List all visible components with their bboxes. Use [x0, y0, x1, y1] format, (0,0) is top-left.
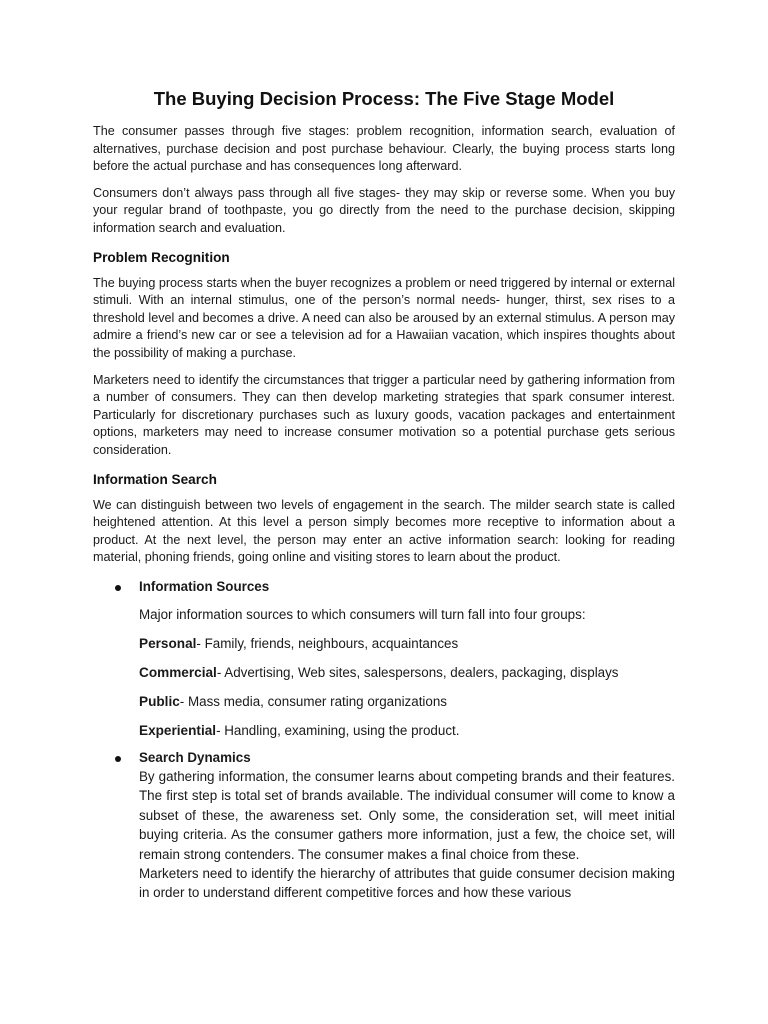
intro-paragraph-1: The consumer passes through five stages: problem recognition, information search, evaluation of alternatives, purchase decision and post purchase behaviour. Clearly, the buying process starts long before the actual purchase and has consequences long afterward. [93, 124, 675, 174]
source-item [139, 721, 675, 740]
intro-paragraph-2: Consumers don’t always pass through all five stages- they may skip or reverse some. When you buy your regular brand of toothpaste, you go directly from the need to the purchase decision, skipping information search and evaluation. [93, 185, 675, 235]
information-sources-title: Information Sources [139, 578, 270, 594]
bullet-search-dynamics [93, 750, 675, 903]
source-item [139, 663, 675, 682]
source-term: Commercial [139, 664, 217, 680]
source-term: Public [139, 693, 180, 709]
bullet-dot-icon [115, 585, 121, 591]
search-dynamics-title: Search Dynamics [139, 749, 251, 765]
information-search-heading: Information Search [93, 471, 217, 487]
problem-recognition-paragraph-2: Marketers need to identify the circumstances that trigger a particular need by gathering information from a number of consumers. They can then develop marketing strategies that spark consumer interest. Particularly for discretionary purchases such as luxury goods, vacation packages and entertainment options, marketers may need to increase consumer motivation so a potential purchase gets serious consideration. [93, 372, 675, 457]
information-sources-intro: Major information sources to which consumers will turn fall into four groups: [139, 606, 586, 622]
bullet-list [93, 579, 675, 903]
information-search-paragraph: We can distinguish between two levels of engagement in the search. The milder search state is called heightened attention. At this level a person simply becomes more receptive to information about a product. At the next level, the person may enter an active information search: looking for reading material, phoning friends, going online and visiting stores to learn about the product. [93, 497, 675, 565]
search-dynamics-paragraph-2: Marketers need to identify the hierarchy of attributes that guide consumer decision making in order to understand different competitive forces and how these various [139, 865, 675, 901]
source-item [139, 692, 675, 711]
source-item [139, 634, 675, 653]
source-term: Experiential [139, 722, 217, 738]
source-desc: - Mass media, consumer rating organizations [179, 693, 447, 709]
bullet-information-sources [93, 579, 675, 740]
problem-recognition-heading: Problem Recognition [93, 249, 230, 265]
source-desc: - Advertising, Web sites, salespersons, dealers, packaging, displays [216, 664, 619, 680]
source-term: Personal [139, 635, 197, 651]
problem-recognition-paragraph-1: The buying process starts when the buyer recognizes a problem or need triggered by internal or external stimuli. With an internal stimulus, one of the person’s normal needs- hunger, thirst, sex rises to a threshold level and becomes a drive. A need can also be aroused by an external stimulus. A person may admire a friend’s new car or see a television ad for a Hawaiian vacation, which inspires thoughts about the possibility of making a purchase. [93, 275, 675, 360]
source-desc: - Handling, examining, using the product. [216, 722, 460, 738]
search-dynamics-paragraph-1: By gathering information, the consumer learns about competing brands and their features. The first step is total set of brands available. The individual consumer will come to know a subset of these, the awareness set. Only some, the consideration set, will meet initial buying criteria. As the consumer gathers more information, just a few, the choice set, will remain strong contenders. The consumer makes a final choice from these. [139, 768, 675, 862]
document-title: The Buying Decision Process: The Five Stage Model [153, 88, 615, 109]
bullet-dot-icon [115, 756, 121, 762]
source-desc: - Family, friends, neighbours, acquaintances [196, 635, 459, 651]
